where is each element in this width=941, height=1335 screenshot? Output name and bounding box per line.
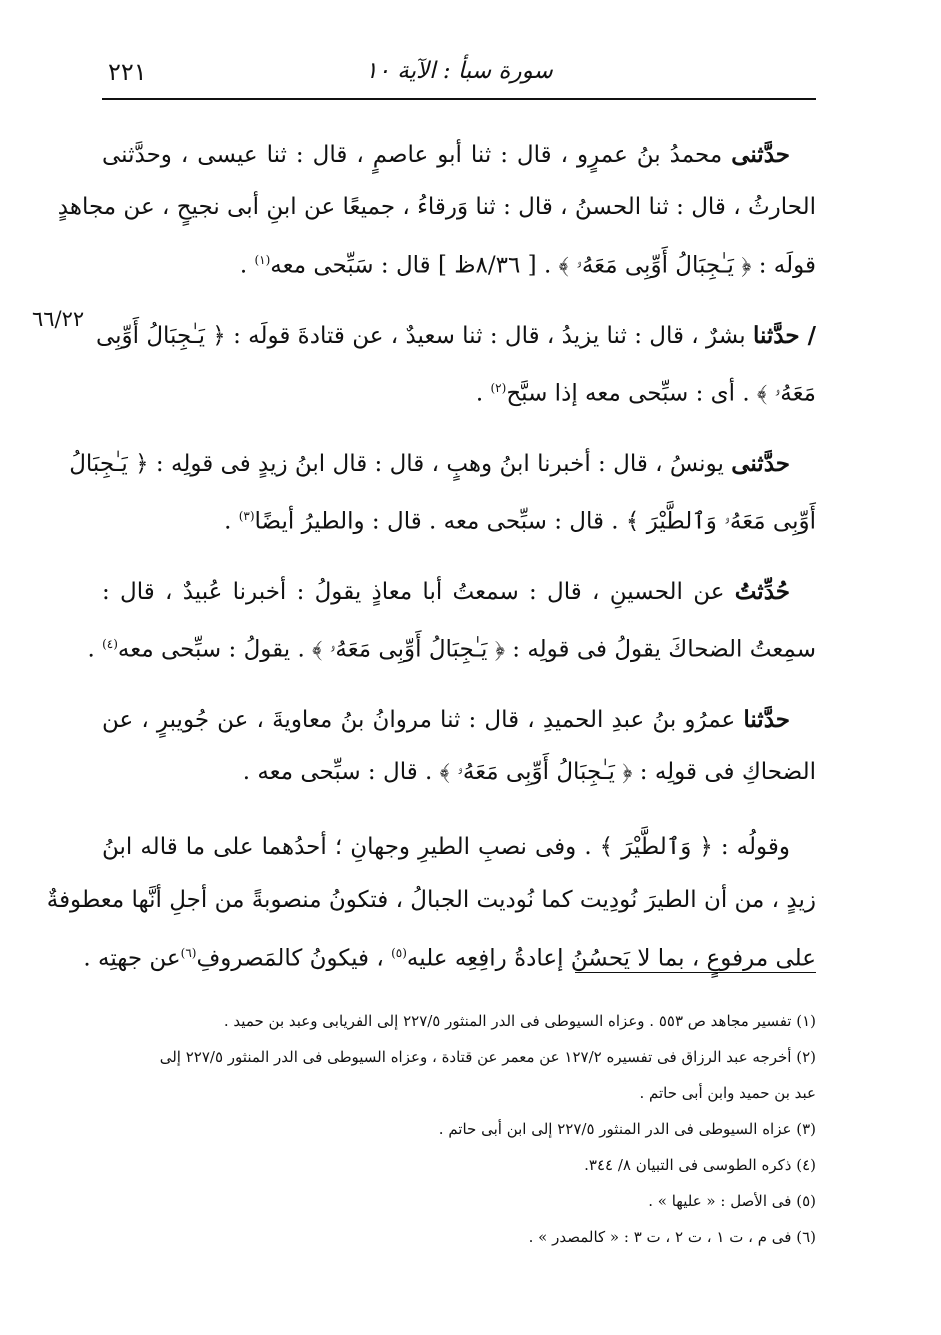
footnote-continuation: عبد بن حميد وابن أبى حاتم . bbox=[639, 1084, 816, 1102]
line-text: ، فيكونُ كالمَصروفِ bbox=[196, 945, 392, 972]
line-text: محمدُ بنُ عمرٍو ، قال : ثنا أبو عاصمٍ ، قال : ثنا عيسى ، وحدَّثنى bbox=[102, 142, 732, 168]
text-line bbox=[57, 181, 816, 234]
line-text: عن جهتِه . bbox=[83, 945, 181, 972]
footnote-marker: (٤) bbox=[102, 637, 118, 651]
footnote: (٦) فى م ، ت ١ ، ت ٢ ، ت ٣ : « كالمصدر » . bbox=[528, 1228, 816, 1246]
line-text: يونسُ ، قال : أخبرنا ابنُ وهبٍ ، قال : قال ابنُ زيدٍ فى قولِه : ﴿ يَـٰجِبَالُ bbox=[69, 451, 732, 477]
footnote: (٥) فى الأصل : « عليها » . bbox=[648, 1192, 816, 1210]
text-line bbox=[102, 565, 816, 618]
line-text: بشرٌ ، قال : ثنا يزيدُ ، قال : ثنا سعيدٌ ، عن قتادةَ قولَه : ﴿ يَـٰجِبَالُ أَوِّبِى bbox=[95, 323, 753, 349]
line-text: مَعَهُۥ ﴾ . أى : سبِّحى معه إذا سبَّح bbox=[506, 380, 816, 407]
line-text: وقولُه : ﴿ وَٱلطَّيْرَ ﴾ . وفى نصبِ الطيرِ وجهانِ ؛ أحدُهما على ما قاله ابنُ bbox=[102, 834, 790, 860]
text-line bbox=[87, 618, 816, 671]
line-text: . bbox=[87, 636, 103, 663]
text-line bbox=[95, 309, 816, 362]
page-number: ٢٢١ bbox=[108, 58, 147, 86]
footnote: (٣) عزاه السيوطى فى الدر المنثور ٢٢٧/٥ إلى ابن أبى حاتم . bbox=[438, 1120, 816, 1138]
text-line bbox=[102, 821, 816, 874]
narration-lead: / حدَّثنا bbox=[752, 322, 816, 349]
paragraph-1 bbox=[57, 128, 816, 287]
text-line bbox=[102, 234, 816, 287]
paragraph-6 bbox=[46, 821, 816, 980]
paragraph-3 bbox=[69, 437, 816, 543]
running-title: سورة سبأ : الآية ١٠ bbox=[365, 58, 553, 84]
footnote-marker: (١) bbox=[254, 253, 271, 267]
narration-lead: حدَّثنا bbox=[743, 706, 790, 733]
page-header bbox=[102, 52, 816, 100]
narration-lead: حُدِّثتُ bbox=[734, 578, 790, 605]
line-text: . bbox=[239, 252, 255, 279]
line-text: أَوِّبِى مَعَهُۥ وَٱلطَّيْرَ ﴾ . قال : سبِّحى معه . قال : والطيرُ أيضًا bbox=[254, 508, 816, 535]
footnote-marker: (٥) bbox=[391, 946, 407, 960]
line-text: عمرُو بنُ عبدِ الحميدِ ، قال : ثنا مروانُ بنُ معاويةَ ، عن جُويبرٍ ، عن bbox=[102, 707, 744, 733]
line-text: سمِعتُ الضحاكَ يقولُ فى قولِه : ﴿ يَـٰجِبَالُ أَوِّبِى مَعَهُۥ ﴾ . يقولُ : سبِّحى معه bbox=[117, 636, 816, 663]
line-text: . bbox=[224, 508, 239, 535]
line-text: الضحاكِ فى قولِه : ﴿ يَـٰجِبَالُ أَوِّبِى مَعَهُۥ ﴾ . قال : سبِّحى معه . bbox=[242, 759, 816, 785]
margin-page-reference: ٦٦/٢٢ bbox=[32, 307, 85, 331]
footnote-marker: (٣) bbox=[238, 509, 255, 523]
text-line bbox=[102, 362, 816, 415]
line-text: قولَه : ﴿ يَـٰجِبَالُ أَوِّبِى مَعَهُۥ ﴾ . [ ٨/٣٦ظ ] قال : سَبِّحى معه bbox=[270, 252, 816, 279]
text-line bbox=[102, 746, 816, 799]
text-line bbox=[102, 490, 816, 543]
paragraph-4 bbox=[87, 565, 816, 671]
paragraph-5 bbox=[102, 693, 816, 799]
footnote: (٤) ذكره الطوسى فى التبيان ٨/ ٣٤٤. bbox=[584, 1156, 816, 1174]
footnote-marker: (٢) bbox=[490, 381, 507, 395]
footnote-marker: (٦) bbox=[180, 946, 197, 960]
footnotes bbox=[102, 1003, 816, 1255]
footnote: (٢) أخرجه عبد الرزاق فى تفسيره ١٢٧/٢ عن معمر عن قتادة ، وعزاه السيوطى فى الدر المنثور ٢٢٧/٥ إلى bbox=[159, 1048, 816, 1066]
footnote: (١) تفسير مجاهد ص ٥٥٣ . وعزاه السيوطى فى الدر المنثور ٢٢٧/٥ إلى الفريابى وعبد بن حميد . bbox=[223, 1012, 816, 1030]
text-line bbox=[69, 437, 816, 490]
text-line bbox=[46, 874, 816, 927]
text-line bbox=[102, 128, 816, 181]
footnote-separator bbox=[575, 972, 816, 973]
line-text: الحارثُ ، قال : ثنا الحسنُ ، قال : ثنا وَرقاءُ ، جميعًا عن ابنِ أبى نجيحٍ ، عن مجاهدٍ bbox=[57, 194, 816, 220]
narration-lead: حدَّثنى bbox=[731, 141, 790, 168]
line-text: عن الحسينِ ، قال : سمعتُ أبا معاذٍ يقولُ : أخبرنا عُبيدٌ ، قال : bbox=[102, 579, 735, 605]
narration-lead: حدَّثنى bbox=[731, 450, 790, 477]
line-text: زيدٍ ، من أن الطيرَ نُودِيت كما نُوديت الجبالُ ، فتكونُ منصوبةً من أجلِ أنَّها معطوفةٌ bbox=[46, 887, 816, 913]
paragraph-2 bbox=[95, 309, 816, 415]
line-text: . bbox=[475, 380, 491, 407]
text-line bbox=[102, 693, 816, 746]
line-text: على مرفوعٍ ، بما لا يَحسُنُ إعادةُ رافِعِه عليه bbox=[406, 945, 816, 972]
